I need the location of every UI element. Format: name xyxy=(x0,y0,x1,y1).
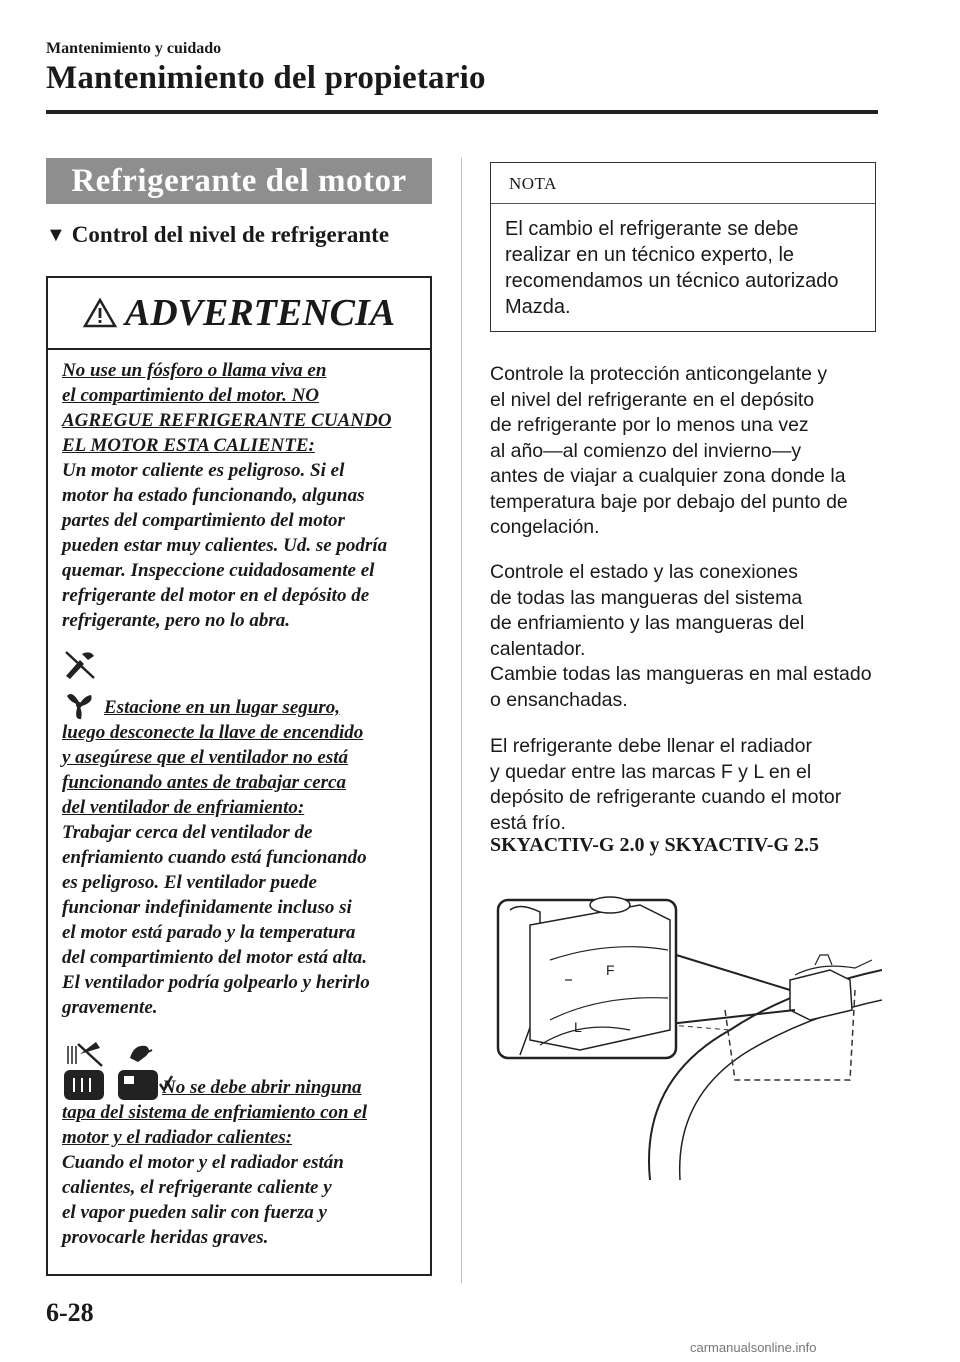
no-tools-icon xyxy=(62,648,98,682)
page-number: 6-28 xyxy=(46,1298,94,1327)
paragraph-level xyxy=(490,734,882,836)
warning-line: No use un fósforo o llama viva en xyxy=(62,360,327,381)
warning-block-3 xyxy=(62,1075,420,1250)
engine-label: SKYACTIV-G 2.0 y SKYACTIV-G 2.5 xyxy=(490,834,819,856)
warning-line: del compartimiento del motor está alta. xyxy=(62,947,368,968)
para-line: y quedar entre las marcas F y L en el xyxy=(490,760,812,783)
warning-line: pueden estar muy calientes. Ud. se podría xyxy=(62,535,388,556)
fan-icon xyxy=(62,690,96,720)
nota-line: El cambio el refrigerante se debe xyxy=(505,218,799,240)
nota-body xyxy=(491,204,875,320)
para-line: el nivel del refrigerante en el depósito xyxy=(490,388,815,411)
warning-line: enfriamiento cuando está funcionando xyxy=(62,847,367,868)
warning-line: el compartimiento del motor. NO xyxy=(62,385,320,406)
warning-line: del ventilador de enfriamiento: xyxy=(62,797,305,818)
para-line: depósito de refrigerante cuando el motor xyxy=(490,786,842,808)
para-line: de enfriamiento y las mangueras del xyxy=(490,612,805,634)
warning-line: Cuando el motor y el radiador están xyxy=(62,1152,344,1173)
warning-line: partes del compartimiento del motor xyxy=(62,510,345,531)
warning-line: Trabajar cerca del ventilador de xyxy=(62,822,313,843)
header-section-label: Mantenimiento y cuidado xyxy=(46,40,222,57)
warning-line xyxy=(62,690,420,720)
para-line: al año—al comienzo del invierno—y xyxy=(490,439,802,462)
header-rule xyxy=(46,110,878,114)
warning-line: EL MOTOR ESTA CALIENTE: xyxy=(62,435,315,456)
column-divider xyxy=(461,158,462,1283)
down-triangle-icon: ▼ xyxy=(46,223,66,246)
warning-box xyxy=(46,276,432,1276)
subheading xyxy=(46,222,389,248)
warning-line: refrigerante, pero no lo abra. xyxy=(62,610,290,631)
warning-block-2 xyxy=(62,690,420,1020)
para-line: o ensanchadas. xyxy=(490,688,628,711)
warning-line: funcionando antes de trabajar cerca xyxy=(62,772,346,793)
para-line: de todas las mangueras del sistema xyxy=(490,586,803,609)
warning-line-text: Estacione en un lugar seguro, xyxy=(104,697,340,718)
section-banner: Refrigerante del motor xyxy=(46,158,432,204)
para-line: antes de viajar a cualquier zona donde la xyxy=(490,465,846,487)
warning-line: quemar. Inspeccione cuidadosamente el xyxy=(62,560,375,581)
page-title: Mantenimiento del propietario xyxy=(46,60,486,96)
warning-line: el vapor pueden salir con fuerza y xyxy=(62,1202,327,1223)
nota-line: realizar en un técnico experto, le xyxy=(505,244,795,266)
warning-block-1 xyxy=(62,358,420,633)
warning-line: calientes, el refrigerante caliente y xyxy=(62,1177,332,1198)
warning-triangle-icon xyxy=(83,298,117,328)
warning-line: tapa del sistema de enfriamiento con el xyxy=(62,1102,368,1123)
nota-label: NOTA xyxy=(491,163,875,204)
para-line: Controle el estado y las conexiones xyxy=(490,561,798,583)
mark-f: F xyxy=(606,962,615,978)
paragraph-hoses xyxy=(490,560,882,713)
nota-line: Mazda. xyxy=(505,296,571,318)
warning-line: motor ha estado funcionando, algunas xyxy=(62,485,365,506)
para-line: Controle la protección anticongelante y xyxy=(490,363,828,385)
paragraph-antifreeze xyxy=(490,362,882,541)
warning-line: provocarle heridas graves. xyxy=(62,1227,269,1248)
para-line: está frío. xyxy=(490,811,566,834)
watermark: carmanualsonline.info xyxy=(690,1340,817,1355)
para-line: calentador. xyxy=(490,637,586,660)
warning-line: Un motor caliente es peligroso. Si el xyxy=(62,460,345,481)
mark-l: L xyxy=(574,1019,582,1035)
nota-line: recomendamos un técnico autorizado xyxy=(505,270,839,292)
block2-icons xyxy=(62,648,98,682)
nota-box xyxy=(490,162,876,332)
warning-header xyxy=(48,278,430,350)
coolant-reservoir-figure xyxy=(490,880,882,1180)
warning-line: funcionar indefinidamente incluso si xyxy=(62,897,352,918)
warning-line: luego desconecte la llave de encendido xyxy=(62,722,364,743)
para-line: temperatura baje por debajo del punto de xyxy=(490,490,848,513)
para-line: El refrigerante debe llenar el radiador xyxy=(490,735,812,757)
warning-line: El ventilador podría golpearlo y herirlo xyxy=(62,972,370,993)
warning-line: es peligroso. El ventilador puede xyxy=(62,872,317,893)
warning-line: motor y el radiador calientes: xyxy=(62,1127,293,1148)
warning-line: AGREGUE REFRIGERANTE CUANDO xyxy=(62,410,392,431)
para-line: Cambie todas las mangueras en mal estado xyxy=(490,663,872,685)
warning-title: ADVERTENCIA xyxy=(124,292,396,334)
warning-line: gravemente. xyxy=(62,997,158,1018)
coolant-reservoir-diagram xyxy=(490,880,882,1180)
warning-line: el motor está parado y la temperatura xyxy=(62,922,356,943)
subheading-text: Control del nivel de refrigerante xyxy=(71,222,390,247)
warning-line: No se debe abrir ninguna xyxy=(162,1077,362,1098)
para-line: de refrigerante por lo menos una vez xyxy=(490,414,809,436)
para-line: congelación. xyxy=(490,516,600,538)
warning-line: y asegúrese que el ventilador no está xyxy=(62,747,349,768)
warning-line: refrigerante del motor en el depósito de xyxy=(62,585,370,606)
